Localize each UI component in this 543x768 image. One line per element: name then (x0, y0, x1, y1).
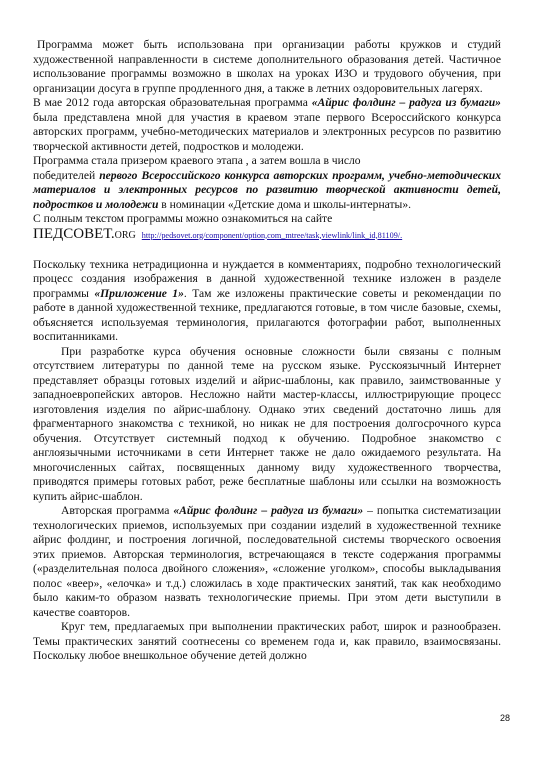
paragraph-usage: Программа может быть использована при организации работы кружков и студий художественной направленности в системе дополнительного образования детей. Частичное использование программы возможно в школах на уроках ИЗО и трудового обучения, при организации досуга в группе продленного дня, а также в летних оздоровительных лагерях. (33, 38, 501, 95)
page-number: 28 (499, 713, 510, 723)
site-reference (33, 227, 501, 244)
paragraph-difficulties: При разработке курса обучения основные сложности были связаны с полным отсутствием литературы по данной теме на русском языке. Русскоязычный Интернет представляет образцы готовых изделий и айрис-шаблоны, как правило, заимствованные у западноевропейских авторов. Несложно найти мастер-классы, иллюстрирующие процесс изготовления изделия по айрис-шаблону. Однако этих сведений достаточно лишь для фрагментарного знакомства с техникой, но никак не для построения долгосрочного курса обучения. Отсутствует системный подход к обучению. Подробное знакомство с англоязычными источниками в сети Интернет также не дало ожидаемого результата. На многочисленных сайтах, посвященных данному виду художественного творчества, приводятся примеры готовых работ, реже бесплатные шаблоны или ссылки на возможность купить айрис-шаблон. (33, 344, 501, 503)
paragraph-topics: Круг тем, предлагаемых при выполнении практических работ, широк и разнообразен. Темы практических занятий соотнесены со временем года и, как правило, взаимосвязаны. Поскольку любое внешкольное обучение детей должно (33, 620, 501, 662)
blank-line (33, 243, 501, 258)
program-link[interactable]: http://pedsovet.org/component/option,com_mtree/task,viewlink/link_id,81109/. (141, 230, 403, 240)
contest-title: первого Всероссийского конкурса авторских программ, учебно-методических материалов и электронных ресурсов по развитию творческой активности детей, подростков и молодежи (33, 168, 501, 211)
paragraph-author-program: Авторская программа «Айрис фолдинг – радуга из бумаги» – попытка систематизации технологических приемов, используемых при создании изделий в художественной технике айрис фолдинг, и построения логичной, последовательной системы творческого освоения этих приемов. Авторская терминология, встречающаяся в тексте содержания программы («разделительная полоса двойного сложения», «сложение уголком», способы выкладывания полос «веер», «елочка» и т.д.) сложилась в ходе практических занятий, так как необходимо было каким-то образом назвать технологические приемы. При этом дети выступили в качестве соавторов. (33, 504, 501, 619)
appendix-title: «Приложение 1» (94, 286, 184, 300)
paragraph-site-intro: С полным текстом программы можно ознакомиться на сайте (33, 212, 333, 225)
program-title-2: «Айрис фолдинг – радуга из бумаги» (173, 504, 364, 517)
site-name: ПЕДСОВЕТ.ORG (33, 225, 136, 242)
program-title: «Айрис фолдинг – радуга из бумаги» (311, 96, 501, 109)
paragraph-winners: победителей первого Всероссийского конкурса авторских программ, учебно-методических материалов и электронных ресурсов по развитию творческой активности детей, подростков и молодежи в номинации «Детские дома и школы-интернаты». (33, 168, 501, 211)
paragraph-appendix: Поскольку техника нетрадиционна и нуждается в комментариях, подробно технологический процесс создания изображения в данной художественной технике изложен в разделе программы «Приложение 1». Там же изложены практические советы и рекомендации по работе в данной художественной технике, предлагаются готовые, в том числе базовые, схемы, объясняется используемая терминология, прилагаются фотографии работ, выполненных воспитанниками. (33, 257, 501, 343)
paragraph-prize: Программа стала призером краевого этапа , а затем вошла в число (33, 154, 361, 167)
body-text (33, 38, 501, 664)
paragraph-competition: В мае 2012 года авторская образовательная программа «Айрис фолдинг – радуга из бумаги» была представлена мной для участия в краевом этапе первого Всероссийского конкурса авторских программ, учебно-методических материалов и электронных ресурсов по развитию творческой активности детей, подростков и молодежи. (33, 96, 501, 153)
